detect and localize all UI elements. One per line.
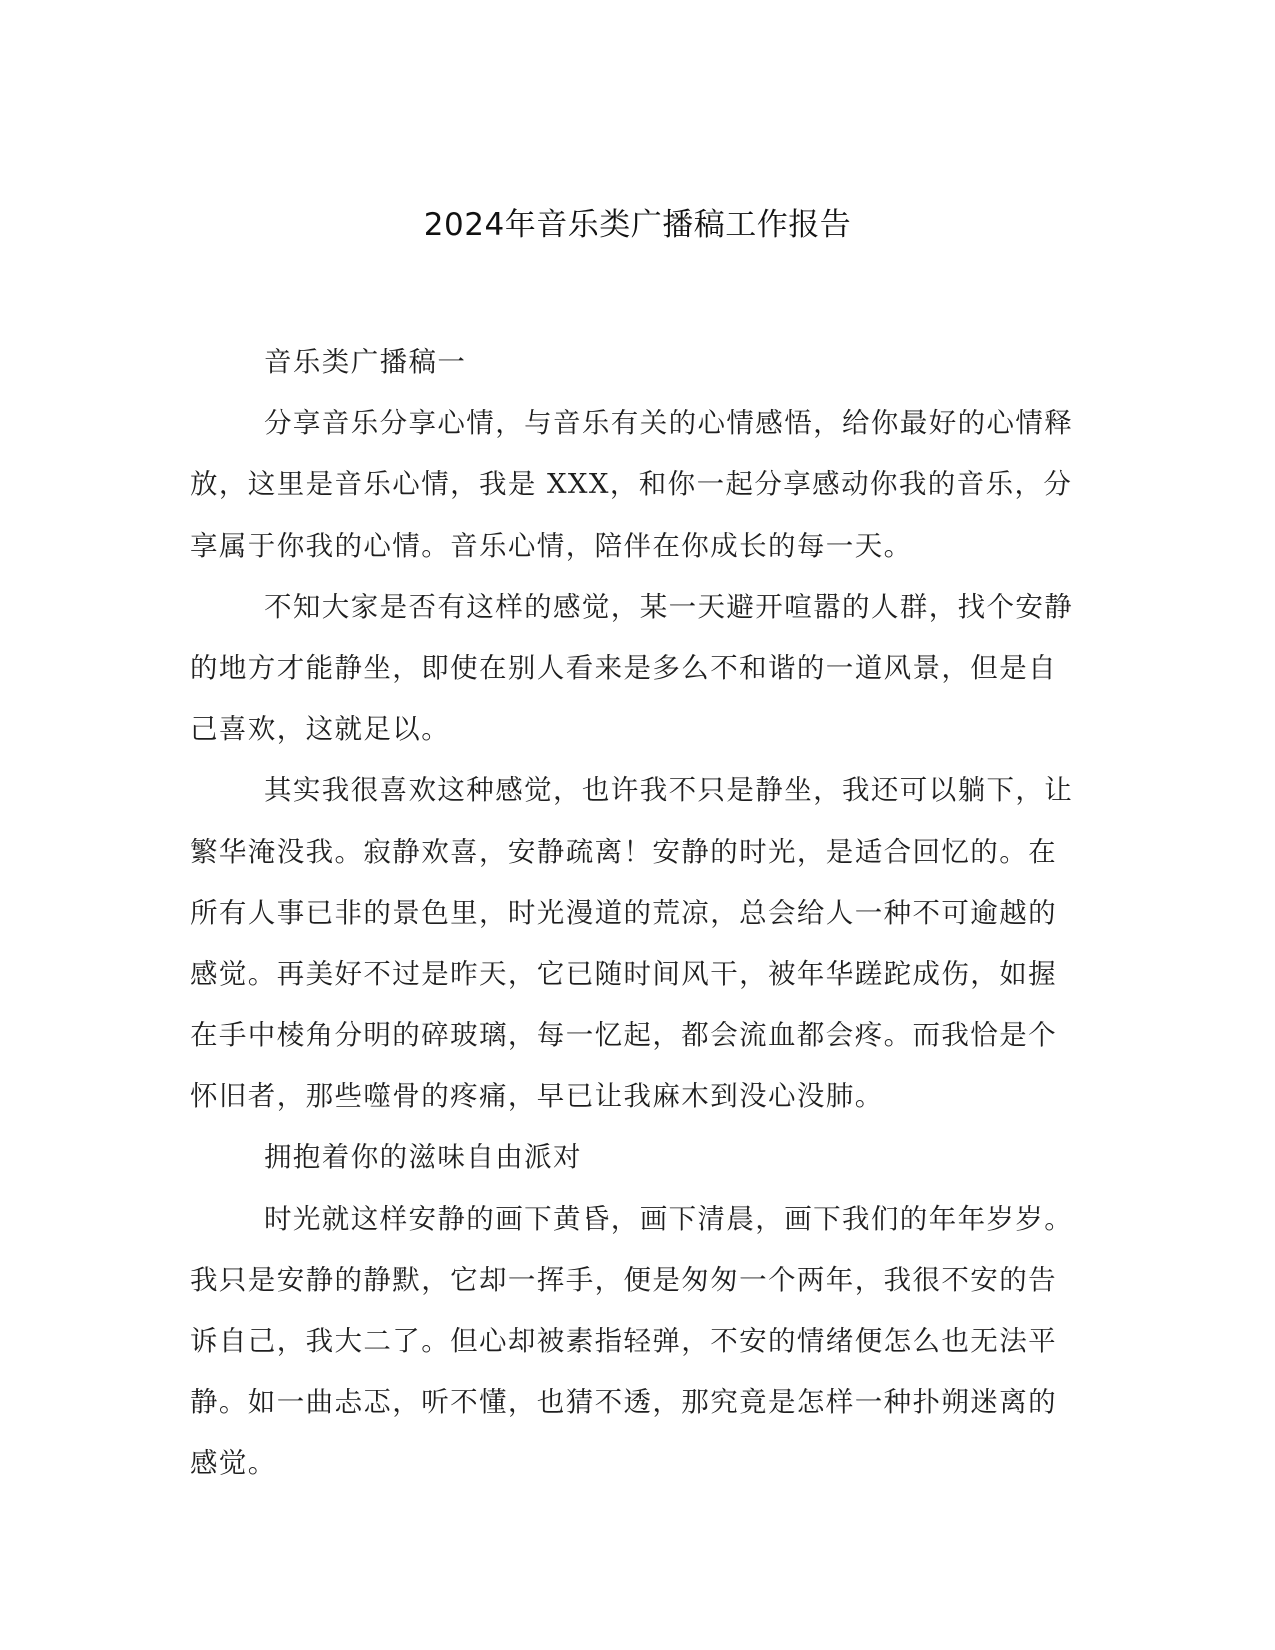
- paragraph-line: 不知大家是否有这样的感觉，某一天避开喧嚣的人群，找个安静: [264, 590, 1074, 623]
- paragraph-line: 时光就这样安静的画下黄昏，画下清晨，画下我们的年年岁岁。: [264, 1202, 1074, 1235]
- paragraph-line: 其实我很喜欢这种感觉，也许我不只是静坐，我还可以躺下，让: [264, 774, 1074, 807]
- paragraph-line: 繁华淹没我。寂静欢喜，安静疏离！安静的时光，是适合回忆的。在: [190, 835, 1057, 868]
- document-title: 2024年音乐类广播稿工作报告: [423, 207, 852, 243]
- paragraph-line: 的地方才能静坐，即使在别人看来是多么不和谐的一道风景，但是自: [190, 651, 1057, 684]
- paragraph-line: 己喜欢，这就足以。: [190, 713, 451, 746]
- paragraph-line: 我只是安静的静默，它却一挥手，便是匆匆一个两年，我很不安的告: [190, 1263, 1057, 1296]
- paragraph-line: 放，这里是音乐心情，我是 XXX，和你一起分享感动你我的音乐，分: [190, 468, 1073, 501]
- document-body: [190, 332, 1090, 1495]
- paragraph-line: 静。如一曲忐忑，听不懂，也猜不透，那究竟是怎样一种扑朔迷离的: [190, 1386, 1057, 1419]
- paragraph-line: 怀旧者，那些噬骨的疼痛，早已让我麻木到没心没肺。: [190, 1080, 884, 1113]
- paragraph-line: 诉自己，我大二了。但心却被素指轻弹，不安的情绪便怎么也无法平: [190, 1325, 1057, 1357]
- subheading-line: 拥抱着你的滋味自由派对: [264, 1141, 582, 1174]
- paragraph-line: 感觉。再美好不过是昨天，它已随时间风干，被年华蹉跎成伤，如握: [190, 957, 1057, 990]
- paragraph-line: 享属于你我的心情。音乐心情，陪伴在你成长的每一天。: [190, 529, 913, 562]
- paragraph-line: 所有人事已非的景色里，时光漫道的荒凉，总会给人一种不可逾越的: [190, 896, 1057, 929]
- paragraph-line: 在手中棱角分明的碎玻璃，每一忆起，都会流血都会疼。而我恰是个: [190, 1019, 1057, 1052]
- section-heading: 音乐类广播稿一: [264, 346, 467, 378]
- paragraph-line: 感觉。: [190, 1447, 277, 1480]
- paragraph-line: 分享音乐分享心情，与音乐有关的心情感悟，给你最好的心情释: [264, 407, 1074, 440]
